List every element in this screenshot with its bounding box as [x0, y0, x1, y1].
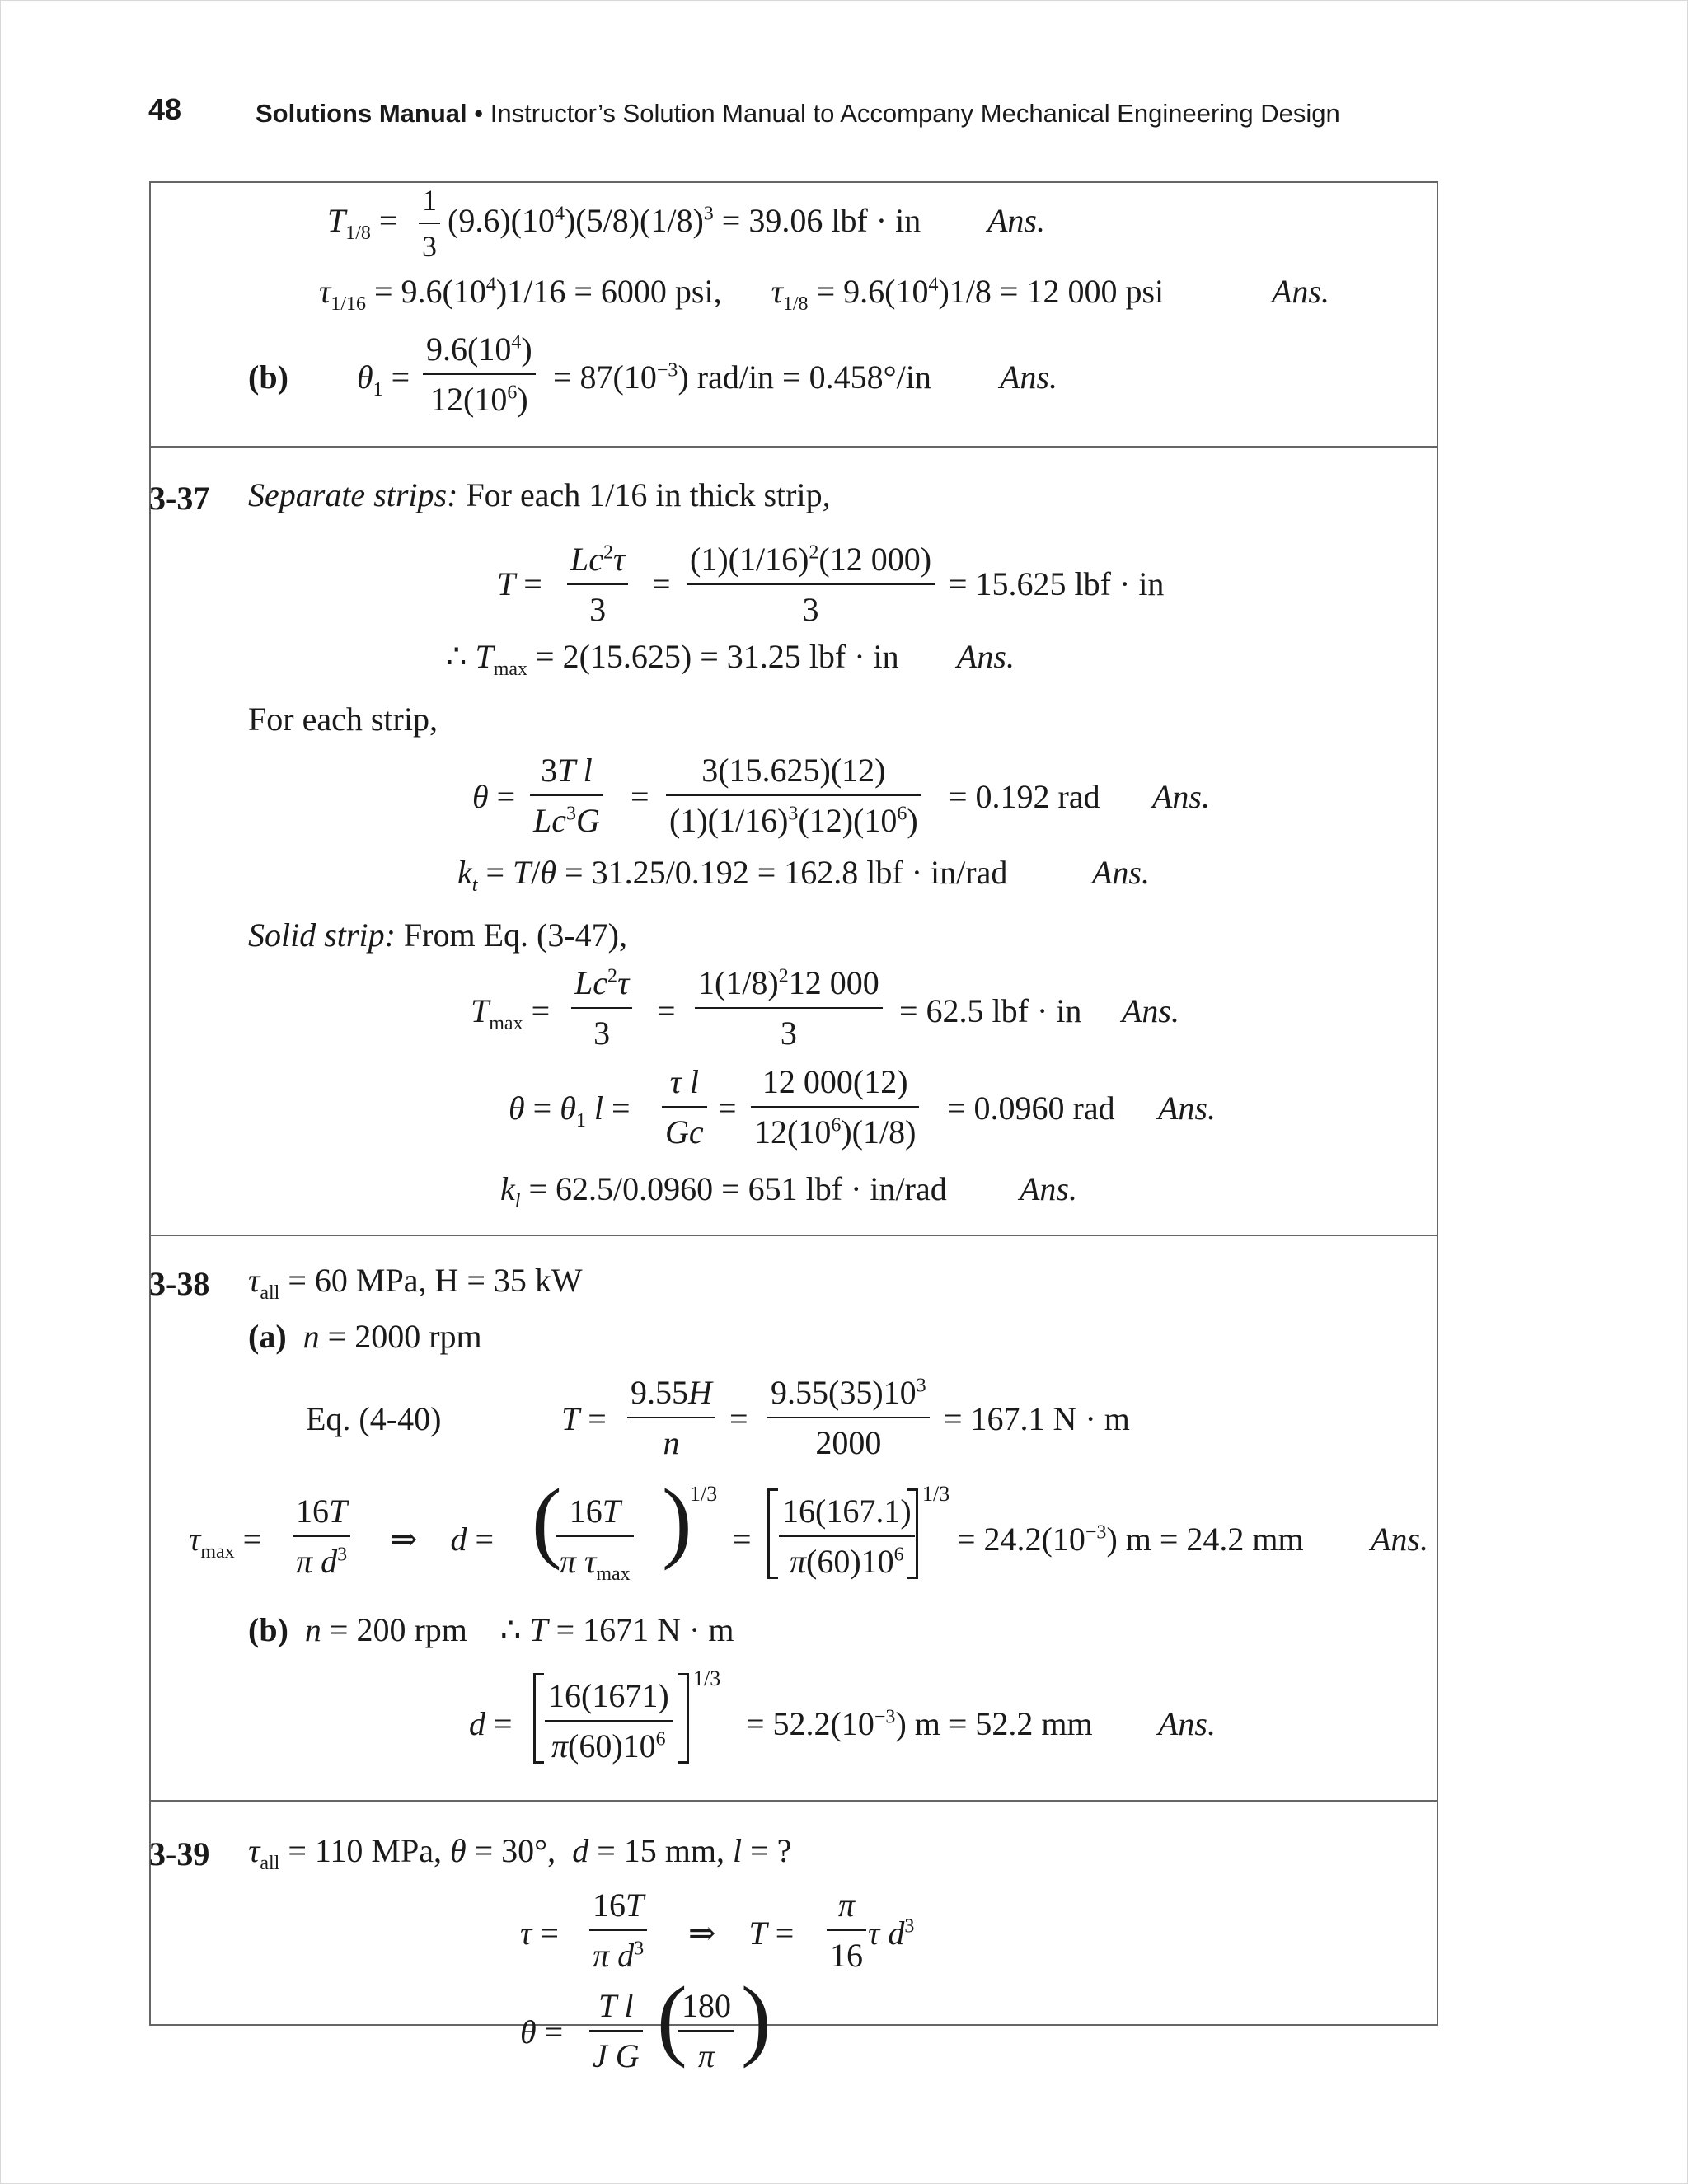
problem-number: 3-37	[149, 480, 210, 517]
running-head-title: Instructor’s Solution Manual to Accompany Mechanical Engineering Design	[490, 99, 1340, 128]
part-b-line: (b) n = 200 rpm ∴ T = 1671 N · m	[248, 1611, 734, 1648]
problem-number: 3-39	[149, 1835, 210, 1872]
for-each-strip: For each strip,	[248, 701, 438, 738]
ans-label: Ans.	[1020, 1170, 1077, 1207]
eq-d-result: = $24.2(10^{-3}) m = 24.2$ mm	[957, 1521, 1304, 1558]
bracket-left	[767, 1488, 778, 1579]
frac-16t-pid3-b: $\frac{16T}{\pi d^3}$	[589, 1886, 647, 1975]
frac-3tl: $\frac{\text{3T l}}{Lc^3G}$	[530, 751, 603, 840]
frac-180-pi: $\frac{180}{\pi}$	[678, 1986, 734, 2075]
eq-t: T =	[561, 1400, 607, 1437]
problem-number: 3-38	[149, 1265, 210, 1302]
frac-lc2tau-2: $\frac{Lc^2\tau}{3}$	[571, 963, 632, 1052]
paren-left: (	[657, 1968, 687, 2069]
ans-label: Ans.	[987, 202, 1045, 239]
eq-tmax-2: $T_{max}$ =	[471, 992, 551, 1034]
frac-theta-solid: $\frac{12 000(12)}{12(10^6)(1/8)}$	[751, 1062, 919, 1151]
solution-box-3-37	[149, 446, 1438, 1235]
solution-box-3-36-cont	[149, 181, 1438, 446]
eq-equals: =	[631, 778, 649, 815]
part-a-line: (a) n = 2000 rpm	[248, 1318, 482, 1355]
frac-16-1671: $\frac{16(167.1)}{\pi(60)10^6}$	[779, 1492, 915, 1581]
eq-theta: θ =	[472, 778, 516, 815]
eq-t-result: = 167.1 N · m	[944, 1400, 1130, 1437]
page-number: 48	[148, 92, 182, 126]
eq-equals: =	[729, 1400, 748, 1437]
eq-tmax-2-result: = 62.5 lbf · in	[899, 992, 1082, 1029]
intro-line: Separate strips: For each 1/16 in thick strip,	[248, 476, 831, 513]
eq-kt: $k_t = T/\theta = 31.25/0.192 = 162.8$ lbf · in/rad	[457, 854, 1008, 896]
ans-label: Ans.	[1158, 1705, 1216, 1742]
given-line: $\tau_{all} = 110$ MPa, θ = 30°, d = 15 mm, l = ?	[248, 1832, 792, 1874]
eq-t: T =	[497, 565, 542, 602]
ans-label: Ans.	[1000, 359, 1057, 396]
eq-theta-2-result: = 0.0960 rad	[947, 1090, 1115, 1127]
frac-theta-strip: $\frac{3(15.625)(12)}{(1)(1/16)^3(12)(10^6)}$	[666, 751, 921, 840]
exp-one-third: 1/3	[922, 1482, 950, 1506]
frac-tl-jg: $\frac{\text{T l}}{\text{J G}}$	[589, 1986, 643, 2075]
solution-box-3-39	[149, 1800, 1438, 2074]
ans-label: Ans.	[957, 638, 1015, 675]
eq-t-1-8-rest: $(9.6)(10^4)(5/8)(1/8)^3 = 39.06$ lbf · in	[448, 202, 921, 239]
ans-label: Ans.	[1122, 992, 1179, 1029]
exp-one-third: 1/3	[690, 1482, 718, 1506]
eq-tau: τ =	[520, 1915, 559, 1952]
eq-theta-1: $\theta_1$ =	[357, 359, 410, 401]
frac-taul: $\frac{\text{τ l}}{Gc}$	[662, 1062, 707, 1151]
eq-equals: =	[657, 992, 676, 1029]
eq-tau-line: $\tau_{1/16} = 9.6(10^4)1/16 = 6000$ psi, $\tau_{1/8} = 9.6(10^4)1/8 = 12$ 000 psi	[319, 273, 1165, 315]
bracket-right	[907, 1488, 918, 1579]
given-line: $\tau_{all} = 60$ MPa, H = 35 kW	[248, 1262, 583, 1304]
arrow-implies: ⇒ T =	[688, 1915, 795, 1952]
frac-lc2tau: $\frac{Lc^2\tau}{3}$	[567, 540, 628, 629]
eq-label: Eq. (4-40)	[306, 1400, 442, 1437]
running-head-bold: Solutions Manual	[256, 99, 467, 128]
eq-tau-d3: τ $d^3$	[868, 1915, 915, 1952]
eq-t-result: = 15.625 lbf · in	[949, 565, 1165, 602]
ans-label: Ans.	[1158, 1090, 1216, 1127]
frac-one-third: $\frac{1}{3}$	[419, 183, 440, 264]
eq-theta-1-result: = $87(10^{-3}) rad/in = 0.458^\circ/in$	[553, 359, 931, 396]
frac-pi-16: $\frac{\pi}{16}$	[827, 1886, 866, 1975]
paren-left: (	[532, 1470, 562, 1571]
eq-equals: =	[718, 1090, 737, 1127]
eq-t-1-8: $T_{1/8}$ =	[327, 202, 398, 244]
eq-taumax: $\tau_{max}$ =	[189, 1521, 262, 1563]
ans-label: Ans.	[1152, 778, 1210, 815]
eq-equals: =	[652, 565, 671, 602]
eq-theta-2: $\theta = \theta_1$ l =	[509, 1090, 631, 1132]
exp-one-third: 1/3	[693, 1666, 721, 1690]
ans-label: Ans.	[1092, 854, 1150, 891]
eq-equals: =	[733, 1521, 752, 1558]
frac-theta-1: $\frac{9.6(10^4)}{12(10^6)}$	[423, 330, 536, 419]
eq-d-2-result: = $52.2(10^{-3}) m = 52.2$ mm	[746, 1705, 1093, 1742]
running-head-bullet: •	[474, 99, 484, 128]
eq-theta-result: = 0.192 rad	[949, 778, 1100, 815]
bracket-left	[533, 1673, 544, 1764]
paren-right: )	[662, 1470, 692, 1571]
frac-16t-pid3: $\frac{16T}{\pi d^3}$	[293, 1492, 350, 1581]
ans-label: Ans.	[1371, 1521, 1428, 1558]
frac-strip: $\frac{(1)(1/16)^2(12 000)}{3}$	[687, 540, 935, 629]
arrow-implies: ⇒ d =	[390, 1521, 495, 1558]
ans-label: Ans.	[1272, 273, 1329, 310]
frac-solid: $\frac{1(1/8)^212 000}{3}$	[695, 963, 883, 1052]
eq-theta-3: θ =	[520, 2013, 564, 2050]
paren-right: )	[741, 1968, 771, 2069]
solid-strip-line: Solid strip: From Eq. (3-47),	[248, 916, 627, 954]
eq-tmax: ∴ $T_{max} = 2(15.625) = 31.25$ lbf · in	[446, 638, 899, 680]
running-head	[256, 99, 1340, 129]
solution-box-3-38	[149, 1235, 1438, 1800]
frac-16-1671-b: $\frac{16(1671)}{\pi(60)10^6}$	[545, 1676, 673, 1765]
frac-955-35: $\frac{9.55(35)10^3}{2000}$	[767, 1373, 930, 1462]
frac-16t-pitau: 16T π $\tau_{max}$	[556, 1492, 634, 1586]
eq-kl: $k_l = 62.5/0.0960 = 651$ lbf · in/rad	[500, 1170, 947, 1212]
bracket-right	[678, 1673, 689, 1764]
frac-955h: $\frac{9.55H}{n}$	[627, 1373, 715, 1462]
part-b-label: (b)	[248, 359, 288, 396]
eq-d-2: d =	[469, 1705, 513, 1742]
